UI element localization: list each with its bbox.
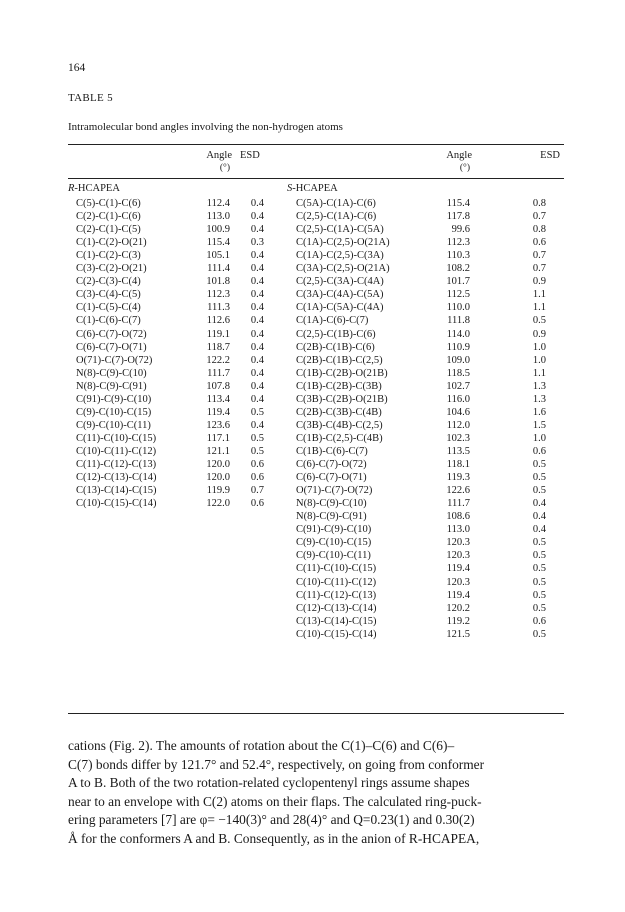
bond-angle-esd: 0.4 [532, 511, 546, 523]
right-angle-header: Angle [446, 150, 472, 161]
bond-angle-label: C(11)-C(10)-C(15) [296, 563, 377, 575]
bond-angle-label: C(1A)-C(2,5)-C(3A) [296, 250, 384, 262]
bond-angle-label: C(91)-C(9)-C(10) [296, 524, 372, 536]
bond-angle-esd: 0.4 [250, 380, 264, 392]
page-number: 164 [68, 62, 86, 74]
bond-angle-esd: 0.5 [250, 432, 264, 444]
bond-angle-label: C(9)-C(10)-C(11) [296, 550, 371, 562]
bond-angle-label: C(5)-C(1)-C(6) [76, 198, 141, 209]
left-section-title [68, 183, 120, 194]
bond-angle-label: C(2,5)-C(1A)-C(6) [296, 211, 377, 223]
bond-angle-esd: 0.4 [250, 211, 264, 223]
bond-angle-value: 120.3 [446, 550, 470, 562]
bond-angle-value: 112.4 [206, 198, 230, 209]
bond-angle-label: C(1)-C(5)-C(4) [76, 302, 141, 314]
bond-angle-esd: 0.4 [250, 198, 264, 209]
bond-angle-label: C(9)-C(10)-C(15) [76, 406, 152, 418]
bond-angle-value: 110.9 [446, 341, 470, 353]
bond-angle-value: 112.0 [446, 419, 470, 431]
bond-angle-value: 119.4 [446, 563, 470, 575]
bond-angle-esd: 0.5 [532, 563, 546, 575]
bond-angle-label: C(5A)-C(1A)-C(6) [296, 198, 376, 209]
bond-angle-esd: 1.1 [532, 289, 546, 301]
bond-angle-value: 100.9 [206, 224, 230, 236]
bond-angle-label: C(1B)-C(2B)-C(3B) [296, 380, 382, 392]
bond-angle-label: C(1A)-C(2,5)-O(21A) [296, 237, 390, 249]
bond-angle-label: C(6)-C(7)-O(72) [76, 328, 147, 340]
bond-angle-value: 119.3 [446, 472, 470, 484]
bond-angle-label: C(11)-C(12)-C(13) [296, 589, 377, 601]
body-text-line: cations (Fig. 2). The amounts of rotation about the C(1)–C(6) and C(6)– [68, 738, 455, 753]
bond-angle-value: 113.0 [206, 211, 230, 223]
bond-angle-esd: 0.4 [250, 328, 264, 340]
left-esd-header: ESD [240, 150, 260, 161]
bond-angle-value: 112.3 [206, 289, 230, 301]
bond-angle-value: 119.4 [446, 589, 470, 601]
bond-angle-value: 113.4 [206, 393, 230, 405]
bond-angle-label: C(91)-C(9)-C(10) [76, 393, 152, 405]
bond-angle-value: 121.5 [446, 628, 470, 640]
bond-angle-esd: 1.3 [532, 380, 546, 392]
bond-angle-value: 110.0 [446, 302, 470, 314]
bond-angle-esd: 0.5 [532, 315, 546, 327]
bond-angle-value: 119.9 [206, 485, 230, 497]
bond-angle-esd: 0.4 [532, 498, 546, 510]
bond-angle-label: C(2,5)-C(3A)-C(4A) [296, 276, 384, 288]
bond-angle-value: 121.1 [206, 446, 230, 457]
bond-angle-label: C(3A)-C(4A)-C(5A) [296, 289, 384, 301]
bond-angle-esd: 1.0 [532, 341, 546, 353]
bond-angle-esd: 0.6 [250, 498, 264, 510]
bond-angle-label: C(1)-C(2)-C(3) [76, 250, 141, 262]
bond-angle-esd: 0.3 [250, 237, 264, 249]
bond-angle-label: C(13)-C(14)-C(15) [76, 485, 157, 497]
bond-angle-label: C(10)-C(15)-C(14) [296, 628, 377, 640]
bond-angle-value: 107.8 [206, 380, 230, 392]
bond-angle-value: 122.2 [206, 354, 230, 366]
bond-angle-value: 116.0 [446, 393, 470, 405]
bond-angle-esd: 0.4 [250, 289, 264, 301]
bond-angle-value: 111.8 [447, 315, 470, 327]
bond-angle-esd: 0.8 [532, 198, 546, 209]
bond-angle-label: C(11)-C(12)-C(13) [76, 459, 157, 470]
bond-angle-value: 112.3 [446, 237, 470, 249]
table-bottom-rule [68, 713, 564, 714]
bond-angle-esd: 0.5 [532, 550, 546, 562]
bond-angle-label: C(13)-C(14)-C(15) [296, 615, 377, 627]
bond-angle-esd: 0.9 [532, 328, 546, 340]
bond-angle-value: 112.6 [206, 315, 230, 327]
bond-angle-label: C(12)-C(13)-C(14) [76, 472, 157, 484]
left-angle-header: Angle [206, 150, 232, 161]
body-text-line: C(7) bonds differ by 121.7° and 52.4°, respectively, on going from conformer [68, 756, 485, 772]
bond-angle-esd: 0.7 [532, 250, 546, 262]
right-angle-unit: (°) [459, 163, 470, 173]
bond-angle-esd: 0.6 [532, 446, 546, 457]
body-text-line: near to an envelope with C(2) atoms on their flaps. The calculated ring-puck- [68, 793, 482, 809]
bond-angle-esd: 0.4 [250, 393, 264, 405]
bond-angle-esd: 0.4 [250, 367, 264, 379]
bond-angle-value: 117.1 [206, 432, 230, 444]
bond-angle-value: 117.8 [446, 211, 470, 223]
bond-angle-label: O(71)-C(7)-O(72) [76, 354, 153, 366]
bond-angle-value: 108.6 [446, 511, 470, 523]
right-section-title [287, 183, 338, 194]
bond-angle-label: C(2B)-C(3B)-C(4B) [296, 406, 382, 418]
bond-angle-label: C(10)-C(11)-C(12) [76, 446, 157, 457]
bond-angle-value: 115.4 [446, 198, 470, 209]
table-label: TABLE 5 [68, 92, 113, 104]
bond-angle-esd: 0.6 [532, 615, 546, 627]
bond-angle-value: 120.3 [446, 537, 470, 549]
bond-angle-label: C(6)-C(7)-O(72) [296, 459, 367, 470]
bond-angle-label: C(10)-C(11)-C(12) [296, 576, 377, 588]
bond-angle-label: C(10)-C(15)-C(14) [76, 498, 157, 510]
bond-angle-esd: 0.4 [250, 302, 264, 314]
bond-angle-value: 102.3 [446, 432, 470, 444]
bond-angle-value: 120.0 [206, 459, 230, 470]
bond-angle-value: 101.8 [206, 276, 230, 288]
bond-angle-value: 111.7 [207, 367, 230, 379]
bond-angle-esd: 0.7 [532, 211, 546, 223]
bond-angle-value: 111.7 [447, 498, 470, 510]
body-paragraph [68, 737, 562, 849]
bond-angle-label: C(3)-C(2)-O(21) [76, 263, 147, 275]
bond-angle-value: 105.1 [206, 250, 230, 262]
bond-angle-value: 115.4 [206, 237, 230, 249]
bond-angle-esd: 0.4 [250, 250, 264, 262]
bond-angle-label: C(1B)-C(2,5)-C(4B) [296, 432, 383, 444]
bond-angle-esd: 0.6 [250, 472, 264, 484]
bond-angle-value: 122.6 [446, 485, 470, 497]
body-text-line: A to B. Both of the two rotation-related cyclopentenyl rings assume shapes [68, 775, 470, 791]
bond-angle-value: 111.4 [207, 263, 230, 275]
bond-angle-esd: 0.4 [250, 224, 264, 236]
right-esd-header: ESD [540, 150, 560, 161]
bond-angle-label: C(3A)-C(2,5)-O(21A) [296, 263, 390, 275]
bond-angle-label: C(11)-C(10)-C(15) [76, 432, 157, 444]
bond-angle-value: 113.0 [446, 524, 470, 536]
bond-angle-esd: 0.5 [532, 628, 546, 640]
body-text-line: Å for the conformers A and B. Consequently, as in the anion of R-HCAPEA, [68, 830, 480, 846]
bond-angle-label: C(1)-C(6)-C(7) [76, 315, 141, 327]
bond-angle-esd: 0.5 [532, 602, 546, 614]
bond-angle-label: C(2)-C(3)-C(4) [76, 276, 141, 288]
bond-angle-label: N(8)-C(9)-C(91) [76, 380, 147, 392]
bond-angle-esd: 0.5 [532, 459, 546, 470]
bond-angle-label: C(1B)-C(6)-C(7) [296, 446, 368, 457]
bond-angle-esd: 0.6 [250, 459, 264, 470]
bond-angle-esd: 1.1 [532, 367, 546, 379]
bond-angle-value: 118.1 [446, 459, 470, 470]
bond-angle-label: C(12)-C(13)-C(14) [296, 602, 377, 614]
bond-angle-label: C(2B)-C(1B)-C(6) [296, 341, 375, 353]
bond-angle-label: C(1)-C(2)-O(21) [76, 237, 147, 249]
bond-angle-esd: 0.4 [250, 263, 264, 275]
bond-angle-esd: 0.4 [250, 315, 264, 327]
left-angle-unit: (°) [219, 163, 230, 173]
bond-angle-label: C(6)-C(7)-O(71) [76, 341, 147, 353]
bond-angle-esd: 0.9 [532, 276, 546, 288]
bond-angle-label: C(2,5)-C(1B)-C(6) [296, 328, 376, 340]
bond-angle-label: C(2)-C(1)-C(5) [76, 224, 141, 236]
bond-angle-esd: 0.4 [250, 419, 264, 431]
bond-angle-value: 120.2 [446, 602, 470, 614]
left-section-rest: -HCAPEA [74, 183, 120, 194]
bond-angle-label: C(9)-C(10)-C(15) [296, 537, 372, 549]
bond-angle-label: C(9)-C(10)-C(11) [76, 419, 151, 431]
bond-angle-esd: 0.4 [250, 354, 264, 366]
bond-angle-esd: 1.5 [532, 419, 546, 431]
bond-angle-label: O(71)-C(7)-O(72) [296, 485, 373, 497]
bond-angle-label: C(2B)-C(1B)-C(2,5) [296, 354, 383, 366]
right-section-prefix: S [287, 183, 293, 194]
bond-angle-label: C(1A)-C(6)-C(7) [296, 315, 369, 327]
bond-angle-esd: 1.3 [532, 393, 546, 405]
bond-angle-label: C(1A)-C(5A)-C(4A) [296, 302, 384, 314]
bond-angle-esd: 0.4 [532, 524, 546, 536]
bond-angle-value: 102.7 [446, 380, 470, 392]
bond-angle-value: 112.5 [446, 289, 470, 301]
bond-angle-label: N(8)-C(9)-C(10) [296, 498, 367, 510]
bond-angle-label: C(3B)-C(4B)-C(2,5) [296, 419, 383, 431]
bond-angle-label: C(6)-C(7)-O(71) [296, 472, 367, 484]
bond-angle-value: 110.3 [446, 250, 470, 262]
right-section-rest: -HCAPEA [292, 183, 338, 194]
bond-angle-value: 119.2 [446, 615, 470, 627]
bond-angle-label: C(2)-C(1)-C(6) [76, 211, 141, 223]
bond-angle-value: 101.7 [446, 276, 470, 288]
bond-angle-esd: 1.1 [532, 302, 546, 314]
bond-angle-value: 109.0 [446, 354, 470, 366]
bond-angle-esd: 0.7 [532, 263, 546, 275]
bond-angle-esd: 1.0 [532, 432, 546, 444]
bond-angle-value: 123.6 [206, 419, 230, 431]
bond-angle-value: 118.7 [206, 341, 230, 353]
bond-angle-label: N(8)-C(9)-C(91) [296, 511, 367, 523]
bond-angle-esd: 0.5 [250, 446, 264, 457]
left-section-prefix: R [68, 183, 75, 194]
bond-angle-esd: 0.6 [532, 237, 546, 249]
bond-angle-label: N(8)-C(9)-C(10) [76, 367, 147, 379]
table-header-rule [68, 178, 564, 179]
bond-angle-esd: 0.4 [250, 276, 264, 288]
bond-angle-value: 122.0 [206, 498, 230, 510]
bond-angle-esd: 1.6 [532, 406, 546, 418]
bond-angle-label: C(3)-C(4)-C(5) [76, 289, 141, 301]
bond-angle-esd: 0.5 [532, 576, 546, 588]
bond-angle-value: 118.5 [446, 367, 470, 379]
bond-angle-value: 99.6 [451, 224, 470, 236]
bond-angle-value: 108.2 [446, 263, 470, 275]
bond-angle-value: 119.4 [206, 406, 230, 418]
bond-angle-value: 104.6 [446, 406, 470, 418]
bond-angle-esd: 0.5 [532, 537, 546, 549]
bond-angle-value: 111.3 [207, 302, 230, 314]
bond-angle-label: C(3B)-C(2B)-O(21B) [296, 393, 388, 405]
table-top-rule [68, 144, 564, 145]
bond-angle-value: 119.1 [206, 328, 230, 340]
bond-angle-value: 113.5 [446, 446, 470, 457]
bond-angle-esd: 1.0 [532, 354, 546, 366]
bond-angle-esd: 0.5 [532, 472, 546, 484]
bond-angle-esd: 0.5 [532, 589, 546, 601]
bond-angle-esd: 0.5 [532, 485, 546, 497]
bond-angle-value: 120.0 [206, 472, 230, 484]
bond-angle-esd: 0.5 [250, 406, 264, 418]
bond-angle-value: 114.0 [446, 328, 470, 340]
body-text-line: ering parameters [7] are φ= −140(3)° and 28(4)° and Q=0.23(1) and 0.30(2) [68, 812, 475, 828]
bond-angle-esd: 0.8 [532, 224, 546, 236]
bond-angle-label: C(1B)-C(2B)-O(21B) [296, 367, 388, 379]
bond-angle-label: C(2,5)-C(1A)-C(5A) [296, 224, 384, 236]
bond-angle-esd: 0.7 [250, 485, 264, 497]
bond-angle-esd: 0.4 [250, 341, 264, 353]
bond-angle-value: 120.3 [446, 576, 470, 588]
table-caption: Intramolecular bond angles involving the non-hydrogen atoms [68, 121, 343, 133]
